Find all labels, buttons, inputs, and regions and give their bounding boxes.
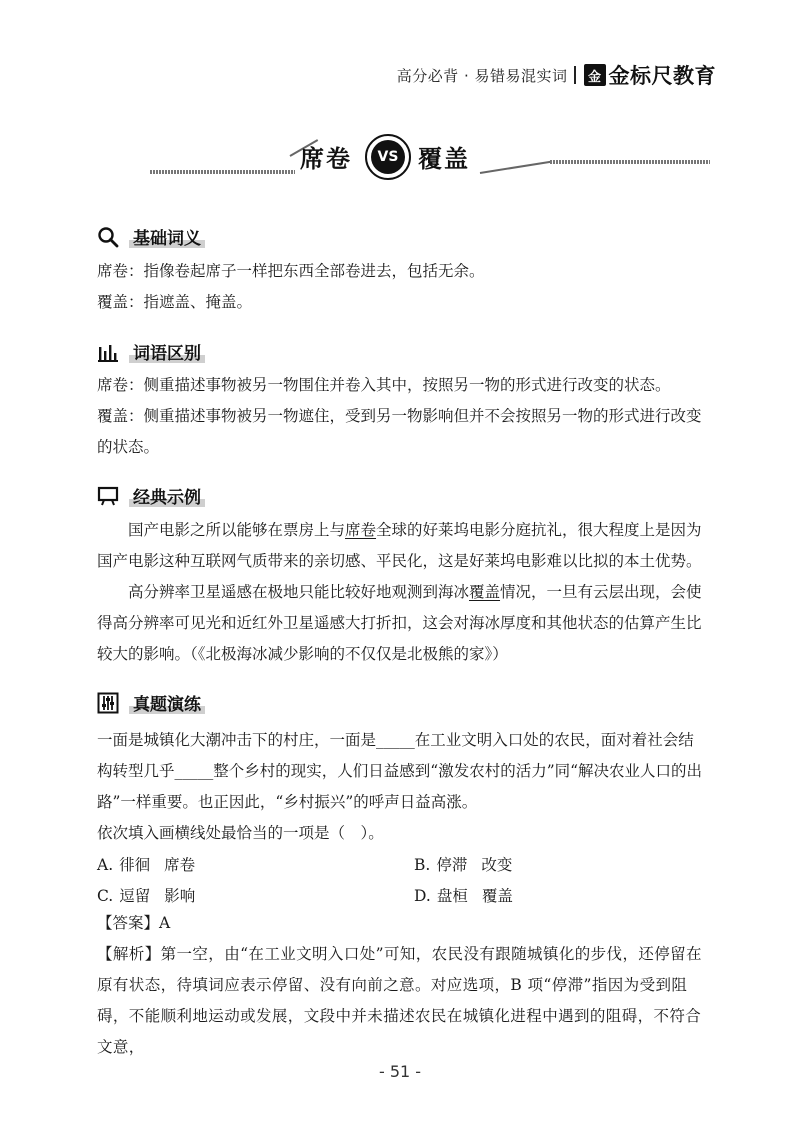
section-practice-title: 真题演练 (129, 690, 205, 715)
option-c: C. 逗留 影响 (97, 887, 196, 905)
vs-badge (365, 134, 411, 180)
section-practice-header (97, 690, 205, 715)
sliders-icon (97, 692, 119, 714)
blank-1: _____ (376, 731, 415, 749)
title-banner (150, 125, 710, 185)
section-example-header (97, 483, 205, 508)
title-left-rule (150, 170, 295, 174)
series-title: 高分必背 · 易错易混实词 (396, 66, 568, 85)
section-diff-header (97, 339, 205, 364)
section-diff-title: 词语区别 (129, 339, 205, 364)
brand-logo (584, 60, 717, 90)
search-icon (97, 226, 119, 248)
example-paragraph-1: 国产电影之所以能够在票房上与席卷全球的好莱坞电影分庭抗礼，很大程度上是因为国产电影这种互联网气质带来的亲切感、平民化，这是好莱坞电影难以比拟的本土优势。 (97, 521, 702, 570)
blank-2: _____ (174, 762, 214, 780)
basic-def-xijuan: 席卷：指像卷起席子一样把东西全部卷进去，包括无余。 (97, 262, 485, 280)
title-right-rule (550, 160, 710, 164)
section-example-title: 经典示例 (129, 483, 205, 508)
title-right-term: 覆盖 (418, 144, 470, 173)
header-divider (574, 66, 576, 84)
section-basic-title: 基础词义 (129, 224, 205, 249)
practice-question: 一面是城镇化大潮冲击下的村庄，一面是_____在工业文明入口处的农民，面对着社会结构转型几乎_____整个乡村的现实，人们日益感到“激发农村的活力”同“解决农业人口的出路”一样重要。也正因此，“乡村振兴”的呼声日益高涨。 (97, 731, 703, 811)
bar-chart-icon (97, 341, 119, 363)
analysis-text: 【解析】第一空，由“在工业文明入口处”可知，农民没有跟随城镇化的步伐，还停留在原有状态，待填词应表示停留、没有向前之意。对应选项，B 项“停滞”指因为受到阻碍，不能顺利地运动或发展，文段中并未描述农民在城镇化进程中遇到的阻碍，不符合文意， (97, 945, 702, 1056)
page-number: - 51 - (378, 1062, 422, 1081)
section-basic-header (97, 224, 205, 249)
diff-fugai: 覆盖：侧重描述事物被另一物遮住，受到另一物影响但并不会按照另一物的形式进行改变的状态。 (97, 407, 702, 456)
brand-name: 金标尺教育 (608, 64, 716, 88)
title-right-slant (480, 160, 554, 174)
answer-line: 【答案】A (97, 914, 171, 932)
option-a: A. 徘徊 席卷 (97, 856, 196, 874)
practice-prompt: 依次填入画横线处最恰当的一项是（ ）。 (97, 824, 384, 842)
example-term-fugai: 覆盖 (469, 583, 501, 601)
example-paragraph-2: 高分辨率卫星遥感在极地只能比较好地观测到海冰覆盖情况，一旦有云层出现，会使得高分辨率可见光和近红外卫星遥感大打折扣，这会对海冰厚度和其他状态的估算产生比较大的影响。（《北极海冰减少影响的不仅仅是北极熊的家》） (97, 583, 702, 663)
option-d: D. 盘桓 覆盖 (414, 887, 513, 905)
option-b: B. 停滞 改变 (414, 856, 513, 874)
brand-mark-icon: 金 (584, 64, 606, 86)
monitor-icon (97, 485, 119, 507)
diff-xijuan: 席卷：侧重描述事物被另一物围住并卷入其中，按照另一物的形式进行改变的状态。 (97, 376, 671, 394)
title-left-term: 席卷 (300, 144, 352, 173)
example-term-xijuan: 席卷 (345, 521, 377, 539)
page-header (397, 60, 716, 90)
vs-badge-label: VS (371, 140, 405, 174)
basic-def-fugai: 覆盖：指遮盖、掩盖。 (97, 293, 253, 311)
